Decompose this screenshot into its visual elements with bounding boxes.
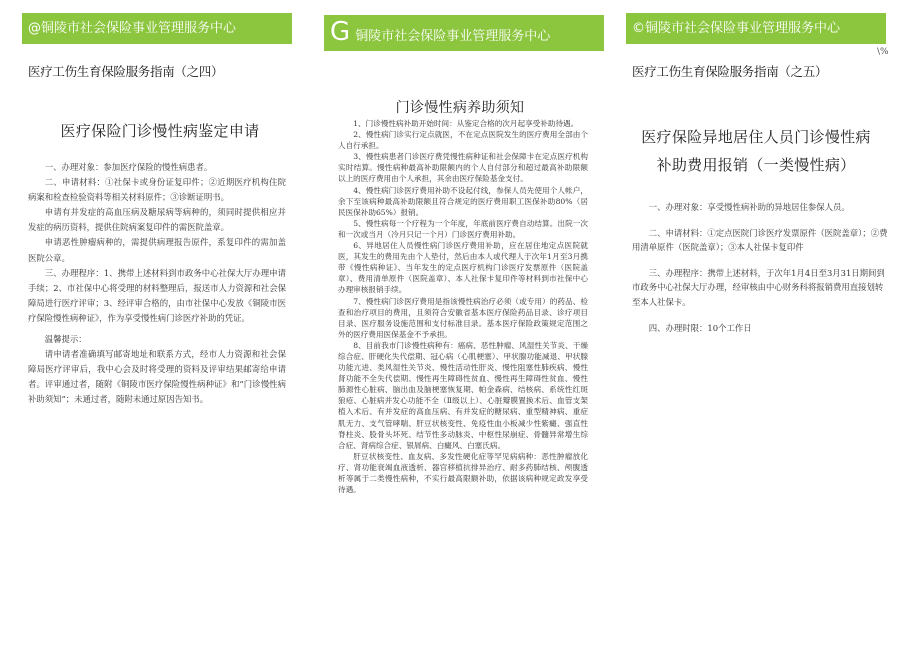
left-para: 申请有并发症的高血压病及糖尿病等病种的，须同时提供相应并发症的病历资料，提供住院病案复印件的需医院盖章。	[28, 207, 286, 233]
right-para: 二、申请材料：①定点医院门诊医疗发票原件（医院盖章）；②费用清单原件（医院盖章）；③本人社保卡复印件	[632, 227, 888, 253]
left-body	[28, 160, 286, 408]
middle-title: 门诊慢性病养助须知	[395, 100, 525, 116]
left-banner	[22, 13, 292, 44]
left-para: 三、办理程序：1、携带上述材料到市政务中心社保大厅办理申请手续；2、市社保中心将受理的材料整理后，报送市人力资源和社会保障局进行医疗评审；3、经评审合格的，由市社保中心发放《铜陵市医疗保险慢性病种证》，作为享受慢性病门诊医疗补助的凭证。	[28, 267, 286, 323]
left-para: 温馨提示：	[44, 334, 87, 345]
right-title-line2: 补助费用报销（一类慢性病）	[656, 156, 856, 174]
middle-banner	[324, 15, 604, 51]
right-title-line1: 医疗保险异地居住人员门诊慢性病	[641, 128, 871, 146]
middle-para: 3、慢性病患者门诊医疗费凭慢性病种证和社会保障卡在定点医疗机构实时结算。慢性病种最高补助限额内的个人自付部分和超过最高补助限额以上的医疗费用由个人承担，其余由医疗保险基金支付。	[338, 152, 588, 184]
middle-banner-text: 铜陵市社会保险事业管理服务中心	[355, 29, 551, 44]
middle-para: 2、慢性病门诊实行定点就医，不在定点医院发生的医疗费用全部由个人自行承担。	[338, 130, 588, 151]
left-para: 请申请者准确填写邮寄地址和联系方式，经市人力资源和社会保障局医疗评审后，我中心会及时将受理的资料及评审结果邮寄给申请者。评审通过者，随附《铜陵市医疗保险慢性病种证》和“门诊慢性病补助须知”；未通过者，随附未通过原因告知书。	[28, 349, 286, 405]
right-banner	[626, 13, 886, 44]
middle-para: 7、慢性病门诊医疗费用是指该慢性病治疗必须（或专用）的药品、检查和治疗项目的费用，且须符合安徽省基本医疗保险药品目录、诊疗项目目录、医疗服务设施范围和支付标准目录。基本医疗保险政策规定范围之外的医疗费用医保基金不予承担。	[338, 296, 588, 339]
middle-para: 6、异地居住人员慢性病门诊医疗费用补助，应在居住地定点医院就医，其发生的费用先由个人垫付，然后由本人或代理人于次年1月至3月携带《慢性病种证》、当年发生的定点医疗机构门诊医疗发票原件（医院盖章）、费用清单原件（医院盖章）、本人社保卡复印件等材料到市社保中心办理审核报销手续。	[338, 241, 588, 295]
left-banner-text: @铜陵市社会保险事业管理服务中心	[28, 21, 237, 36]
middle-body	[338, 118, 588, 495]
left-subtitle: 医疗工伤生育保险服务指南（之四）	[28, 64, 224, 79]
left-title: 医疗保险门诊慢性病鉴定申请	[60, 122, 260, 140]
left-para: 二、申请材料：①社保卡或身份证复印件；②近期医疗机构住院病案和检查检验资料等相关材料原件；③诊断证明书。	[28, 177, 286, 203]
right-subtitle: 医疗工伤生育保险服务指南（之五）	[632, 64, 828, 79]
right-banner-text: ©铜陵市社会保险事业管理服务中心	[632, 21, 841, 36]
middle-para: 肝豆状核变性、血友病、多发性硬化症等罕见病病种：恶性肿瘤放化疗、肾功能衰竭血液透析、器官移植抗排异治疗、耐多药肺结核、颅腹透析等属于二类慢性病种，不实行最高限额补助，依据该病种规定政发享受待遇。	[338, 451, 588, 495]
middle-para: 5、慢性病每一个疗程为一个年度，年底前医疗费自动结算。出院一次和一次或当月（冷月只记一个月）门诊医疗费用补助。	[338, 218, 588, 239]
middle-para: 1、门诊慢性病补助开始时间：从鉴定合格的次月起享受补助待遇。	[353, 119, 579, 128]
right-para: 一、办理对象：享受慢性病补助的异地居住参保人员。	[648, 202, 850, 212]
middle-para: 8、目前我市门诊慢性病种有：癌病、恶性肿瘤、风湿性关节炎、干燥综合症、肝硬化失代偿期、冠心病（心肌梗塞）、甲状腺功能减退、甲状腺功能亢进、类风湿性关节炎、慢性活动性肝炎、慢性阻塞性肺疾病、慢性肾功能不全失代偿期、慢性再生障碍性贫血、慢性再生障碍性贫血、慢性肺源性心脏病、脑出血及脑梗塞恢复期、帕金森病、结核病、系统性红斑狼疮、心脏病并发心功能不全（Ⅱ级以上）、心脏瓣膜置换术后、血管支架植入术后、有并发症的高血压病、有并发症的糖尿病、重型精神病、重症肌无力、支气管哮喘、肝豆状核变性、免疫性血小板减少性紫癜、强直性脊柱炎、股骨头坏死、结节性多动脉炎、中枢性尿崩症、骨髓异常增生综合症、肾病综合症、银屑病、白癜风、白塞氏病。	[338, 340, 588, 450]
right-para: 四、办理时限：10个工作日	[648, 322, 752, 333]
left-para: 申请恶性肿瘤病种的，需提供病理报告原件，系复印件的需加盖医院公章。	[28, 237, 286, 263]
right-body	[632, 200, 888, 346]
left-para: 一、办理对象：参加医疗保险的慢性病患者。	[44, 162, 213, 172]
middle-banner-letter: G	[330, 17, 351, 47]
corner-mark: \%	[877, 47, 889, 57]
right-para: 三、办理程序：携带上述材料，于次年1月4日至3月31日期间到市政务中心社保大厅办理，经审核由中心财务科将报销费用直接划转至本人社保卡。	[632, 267, 885, 307]
middle-para: 4、慢性病门诊医疗费用补助不设起付线，参保人员先使用个人帐户，余下至该病种最高补助限额且符合规定的医疗费用职工医保补助80%（居民医保补助65%）报销。	[338, 185, 588, 217]
